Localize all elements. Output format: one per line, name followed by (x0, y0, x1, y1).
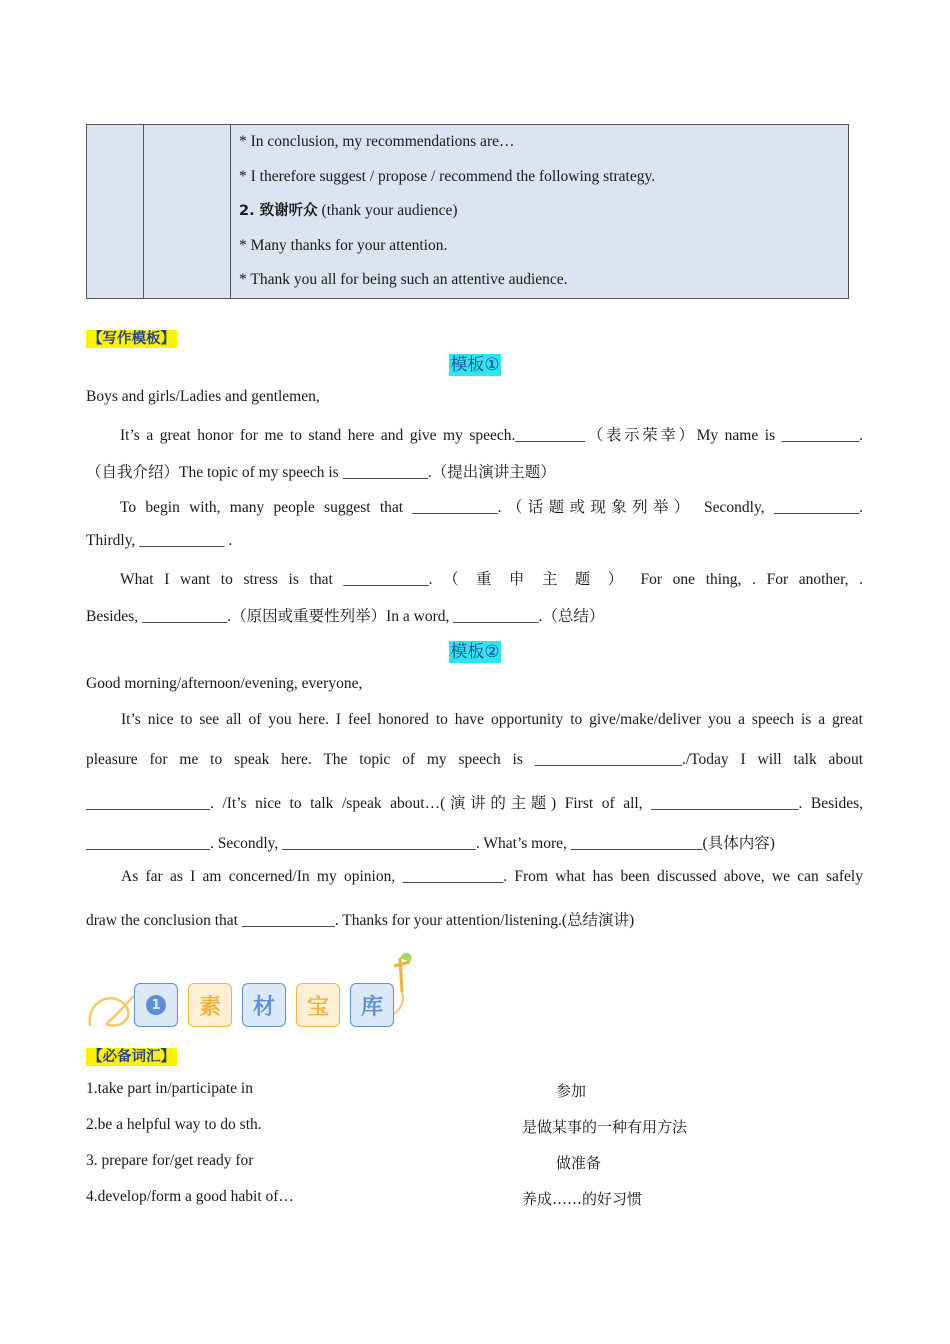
vocab-en: 1.take part in/participate in (86, 1080, 253, 1097)
vocab-en: 4.develop/form a good habit of… (86, 1188, 294, 1205)
vocab-zh: 做准备 (556, 1154, 602, 1172)
template2-greeting: Good morning/afternoon/evening, everyone, (86, 675, 363, 692)
table-line: * Thank you all for being such an attentive audience. (239, 271, 568, 289)
template1-line: To begin with, many people suggest that ___________.（话题或现象列举） Secondly, ___________. (120, 499, 863, 516)
template2-title: 模板② (450, 642, 500, 662)
template2-line: pleasure for me to speak here. The topic of my speech is ___________________./Today I will talk about (86, 751, 863, 768)
banner-number: 1 (146, 995, 166, 1015)
table-line: * I therefore suggest / propose / recommend the following strategy. (239, 167, 656, 185)
template1-line: （自我介绍）The topic of my speech is ___________.（提出演讲主题） (86, 464, 556, 481)
banner-char: 宝 (296, 983, 340, 1027)
table-col-2 (144, 125, 231, 299)
template2-line: It’s nice to see all of you here. I feel honored to have opportunity to give/make/deliver you a speech is a great (121, 711, 863, 728)
template1-line: What I want to stress is that ___________. （ 重 申 主 题 ） For one thing, . For another, . (120, 571, 863, 588)
vocab-zh: 是做某事的一种有用方法 (522, 1118, 688, 1136)
strategy-table (86, 124, 849, 299)
table-line: * In conclusion, my recommendations are… (239, 133, 515, 150)
vocab-en: 3. prepare for/get ready for (86, 1152, 254, 1169)
vocab-label: 【必备词汇】 (88, 1049, 175, 1065)
template1-greeting: Boys and girls/Ladies and gentlemen, (86, 388, 320, 405)
template1-line: Thirdly, ___________ . (86, 532, 233, 549)
template1-line: Besides, ___________.（原因或重要性列举）In a word, ___________.（总结） (86, 608, 605, 625)
vocab-zh: 参加 (556, 1082, 587, 1100)
table-line: * Many thanks for your attention. (239, 236, 448, 254)
template1-title: 模板① (450, 355, 500, 375)
table-heading-rest: (thank your audience) (317, 202, 458, 220)
banner-char: 库 (350, 983, 394, 1027)
writing-template-label: 【写作模板】 (88, 331, 175, 347)
table-col-1 (87, 125, 144, 299)
table-heading (231, 194, 848, 229)
template2-line: As far as I am concerned/In my opinion, _____________. From what has been discussed above, we can safely (121, 868, 863, 885)
table-col-3 (231, 125, 849, 299)
banner-char: 材 (242, 983, 286, 1027)
vocab-en: 2.be a helpful way to do sth. (86, 1116, 262, 1133)
template2-line: ________________. /It’s nice to talk /speak about…(演讲的主题) First of all, ___________________. Besides, (86, 795, 863, 812)
template2-line: ________________. Secondly, _________________________. What’s more, _________________(具体内容) (86, 835, 775, 852)
banner-number-box (134, 983, 178, 1027)
vocab-zh: 养成……的好习惯 (522, 1190, 643, 1208)
template2-line: draw the conclusion that ____________. Thanks for your attention/listening.(总结演讲) (86, 912, 635, 929)
banner-char: 素 (188, 983, 232, 1027)
template1-line: It’s a great honor for me to stand here and give my speech._________（表示荣幸）My name is __________. (120, 427, 863, 444)
table-heading-bold: 2. 致谢听众 (239, 203, 318, 220)
